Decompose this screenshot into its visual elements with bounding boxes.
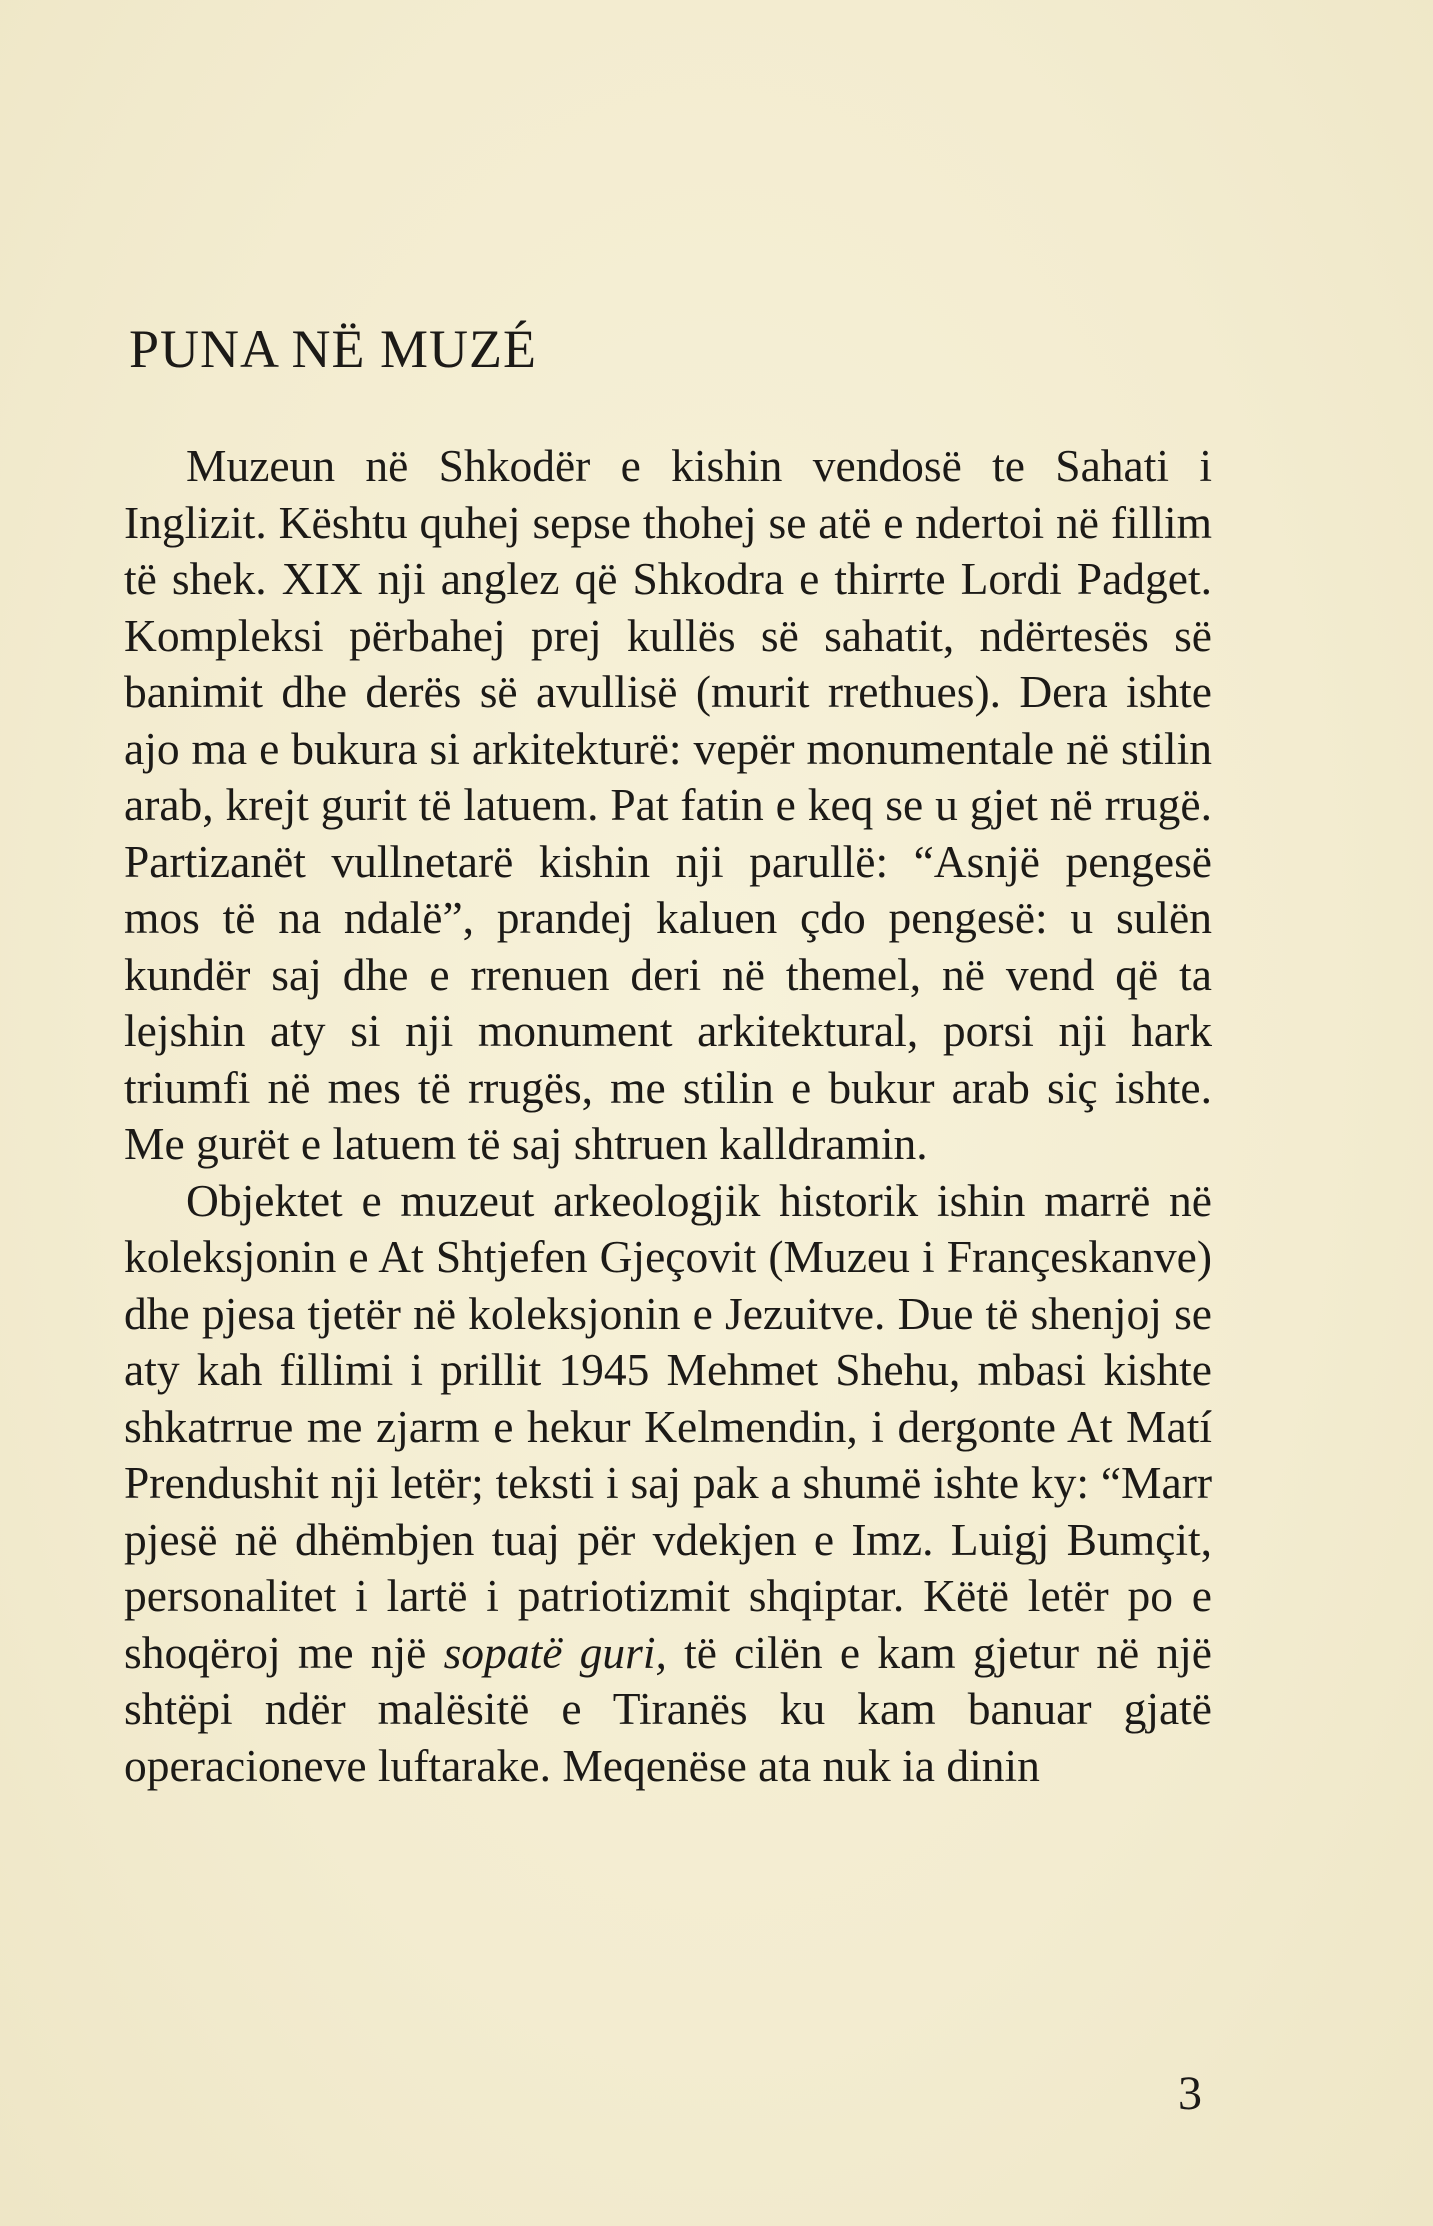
paragraph-2-text-b: të cilën e kam gjetur në një shtëpi ndër malësitë e Tiranës ku kam banuar gjatë operacioneve luftarake. Meqenëse ata nuk ia dinin <box>124 1626 1212 1791</box>
page-number: 3 <box>1178 2067 1202 2120</box>
paragraph-2-italic: sopatë guri, <box>443 1626 667 1678</box>
body-text <box>124 438 1212 1794</box>
paragraph-1: Muzeun në Shkodër e kishin vendosë te Sahati i Inglizit. Kështu quhej sepse thohej se atë e ndertoi në fillim të shek. XIX nji anglez që Shkodra e thirrte Lordi Padget. Kompleksi përbahej prej kullës së sahatit, ndërtesës së banimit dhe derës së avullisë (murit rrethues). Dera ishte ajo ma e bukura si arkitekturë: vepër monumentale në stilin arab, krejt gurit të latuem. Pat fatin e keq se u gjet në rrugë. Partizanët vullnetarë kishin nji parullë: “Asnjë pengesë mos të na ndalë”, prandej kaluen çdo pengesë: u sulën kundër saj dhe e rrenuen deri në themel, në vend që ta lejshin aty si nji monument arkitektural, porsi nji hark triumfi në mes të rrugës, me stilin e bukur arab siç ishte. Me gurët e latuem të saj shtruen kalldramin. <box>124 440 1212 1169</box>
paragraph-2-text-a: Objektet e muzeut arkeologjik historik ishin marrë në koleksjonin e At Shtjefen Gjeçovit (Muzeu i Françeskanve) dhe pjesa tjetër në koleksjonin e Jezuitve. Due të shenjoj se aty kah fillimi i prillit 1945 Mehmet Shehu, mbasi kishte shkatrrue me zjarm e hekur Kelmendin, i dergonte At Matí Prendushit nji letër; teksti i saj pak a shumë ishte ky: “Marr pjesë në dhëmbjen tuaj për vdekjen e Imz. Luigj Bumçit, personalitet i lartë i patriotizmit shqiptar. Këtë letër po e shoqëroj me një <box>124 1174 1212 1678</box>
paragraph-2 <box>124 1173 1212 1795</box>
chapter-title: PUNA NË MUZÉ <box>129 319 538 379</box>
